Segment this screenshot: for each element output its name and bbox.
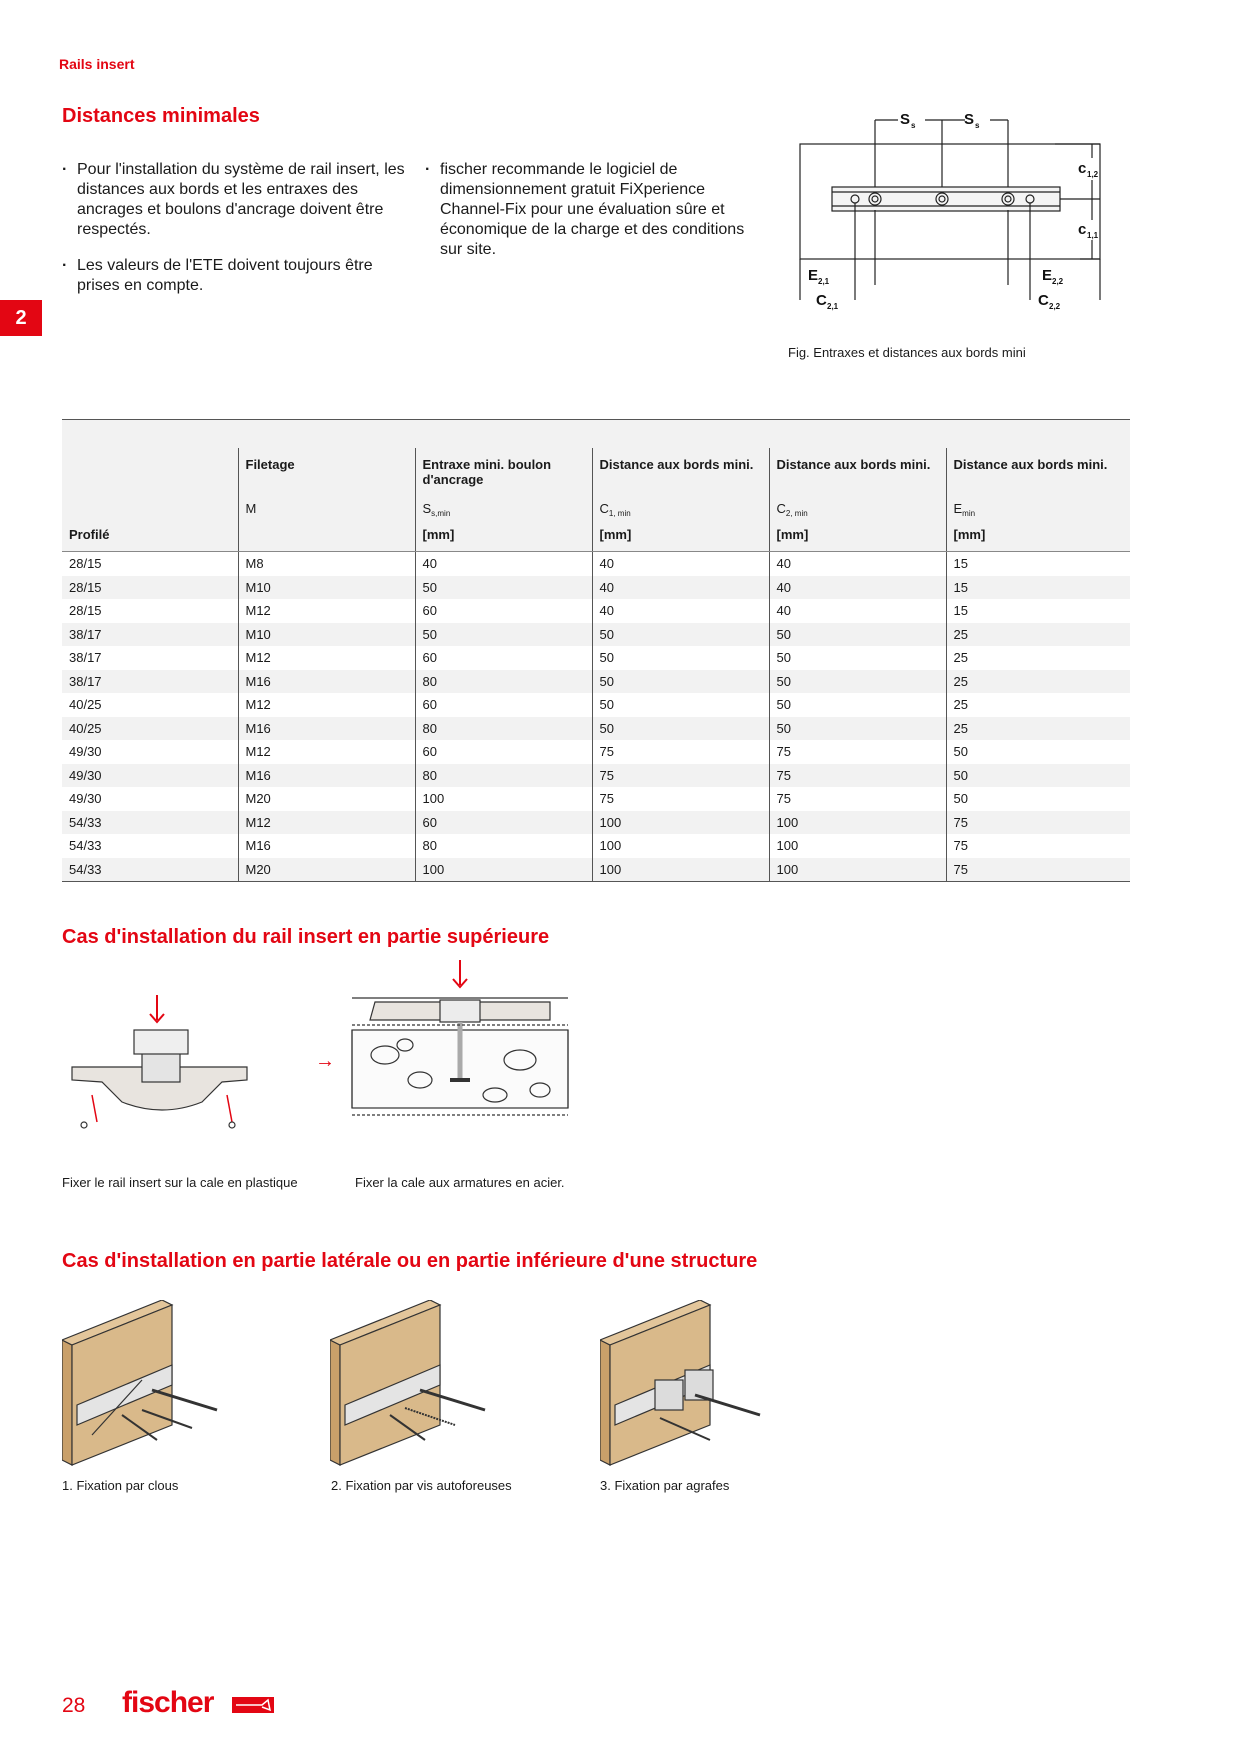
table-cell: 75 <box>769 787 946 811</box>
bullet-list-left <box>62 160 412 312</box>
table-header-row <box>62 499 1130 527</box>
table-cell: 75 <box>946 811 1130 835</box>
table-cell: 75 <box>592 764 769 788</box>
table-cell: 40 <box>592 552 769 576</box>
header-e: Distance aux bords mini. <box>946 448 1130 499</box>
screw-fixing-illustration <box>330 1300 490 1470</box>
table-row <box>62 717 1130 741</box>
table-cell: 40/25 <box>69 697 102 713</box>
table-cell: 50 <box>769 693 946 717</box>
table-cell: 50 <box>769 646 946 670</box>
brand-logo: fischer <box>122 1686 214 1719</box>
table-cell: 50 <box>415 576 592 600</box>
table-cell: 60 <box>415 599 592 623</box>
header-profile: Profilé <box>62 527 238 552</box>
header-unit: [mm] <box>946 527 1130 552</box>
table-cell: 49/30 <box>69 791 102 807</box>
table-row <box>62 740 1130 764</box>
label-ss-1-sub: s <box>911 121 916 130</box>
section-title-side-install: Cas d'installation en partie latérale ou en partie inférieure d'une structure <box>62 1250 758 1272</box>
table-cell: 60 <box>415 740 592 764</box>
header-entraxe: Entraxe mini. boulon d'ancrage <box>415 448 592 499</box>
table-cell: 54/33 <box>62 811 238 835</box>
bullet-list-right <box>425 160 745 276</box>
table-row <box>62 670 1130 694</box>
table-cell: 28/15 <box>69 603 102 619</box>
table-cell: 15 <box>946 552 1130 576</box>
chapter-tab: 2 <box>0 300 42 336</box>
table-cell: 50 <box>769 717 946 741</box>
label-c22-sub: 2,2 <box>1049 302 1061 311</box>
label-e22: E <box>1042 267 1053 284</box>
table-row <box>62 811 1130 835</box>
label-e22-sub: 2,2 <box>1052 277 1064 286</box>
table-cell: M12 <box>238 740 415 764</box>
table-cell: M12 <box>238 693 415 717</box>
table-row <box>62 646 1130 670</box>
table-cell: 100 <box>415 787 592 811</box>
header-cell <box>62 448 238 499</box>
table-cell: 40 <box>769 599 946 623</box>
table-cell: 50 <box>592 623 769 647</box>
caption-step-1: Fixer le rail insert sur la cale en plastique <box>62 1175 298 1190</box>
table-header-row <box>62 448 1130 499</box>
label-e21-sub: 2,1 <box>818 277 830 286</box>
table-cell: 15 <box>946 599 1130 623</box>
table-row <box>62 693 1130 717</box>
table-row <box>62 834 1130 858</box>
header-cell <box>62 499 238 527</box>
label-c11-sub: 1,1 <box>1087 231 1099 240</box>
table-cell: 50 <box>769 670 946 694</box>
table-cell: 50 <box>592 670 769 694</box>
table-cell: 80 <box>415 764 592 788</box>
table-cell: 49/30 <box>62 764 238 788</box>
table-cell: 75 <box>769 740 946 764</box>
table-header-row <box>62 527 1130 552</box>
table-cell: 25 <box>946 693 1130 717</box>
table-cell: M16 <box>238 764 415 788</box>
header-m: M <box>238 499 415 527</box>
nail-fixing-illustration <box>62 1300 222 1470</box>
caption-screws: 2. Fixation par vis autoforeuses <box>331 1478 512 1493</box>
label-ss-2-sub: s <box>975 121 980 130</box>
table-cell: 60 <box>415 693 592 717</box>
table-cell: 38/17 <box>62 623 238 647</box>
table-cell: 100 <box>592 811 769 835</box>
table-cell: 40 <box>769 552 946 576</box>
table-cell: M20 <box>238 787 415 811</box>
figure-caption: Fig. Entraxes et distances aux bords mini <box>788 345 1026 360</box>
table-cell: 50 <box>769 623 946 647</box>
staple-fixing-illustration <box>600 1300 770 1470</box>
table-cell: 100 <box>769 834 946 858</box>
table-cell: M16 <box>238 670 415 694</box>
table-cell: M8 <box>238 552 415 576</box>
arrow-right-icon: → <box>315 1050 335 1072</box>
table-cell: M12 <box>238 811 415 835</box>
page-number: 28 <box>62 1694 86 1717</box>
table-cell: M10 <box>238 576 415 600</box>
table-cell: 25 <box>946 717 1130 741</box>
header-c1-symbol: $C_{1, min}$ <box>592 499 769 527</box>
header-c1: Distance aux bords mini. <box>592 448 769 499</box>
table-cell: M12 <box>238 599 415 623</box>
table-cell: 40 <box>415 552 592 576</box>
table-topbar <box>62 419 1130 448</box>
table-cell: 15 <box>946 576 1130 600</box>
table-cell: 50 <box>946 740 1130 764</box>
table-cell: 60 <box>415 646 592 670</box>
table-cell: 50 <box>592 717 769 741</box>
table-cell: 49/30 <box>69 744 102 760</box>
table-cell: 75 <box>592 740 769 764</box>
table-row <box>62 552 1130 576</box>
table-cell: 25 <box>946 623 1130 647</box>
spacing-diagram <box>780 100 1120 330</box>
table-cell: 38/17 <box>69 650 102 666</box>
label-ss-2: S <box>964 111 975 128</box>
table-cell: 100 <box>592 834 769 858</box>
header-unit: [mm] <box>592 527 769 552</box>
table-row <box>62 623 1130 647</box>
brand-logo-icon <box>232 1697 274 1713</box>
table-cell: M16 <box>238 717 415 741</box>
table-cell: 60 <box>415 811 592 835</box>
table-row <box>62 576 1130 600</box>
header-c2-symbol: $C_{2, min}$ <box>769 499 946 527</box>
table-cell: 38/17 <box>62 670 238 694</box>
caption-nails: 1. Fixation par clous <box>62 1478 179 1493</box>
label-c11: c <box>1078 221 1087 238</box>
header-s-symbol: $S_{s,min}$ <box>415 499 592 527</box>
table-cell: 40 <box>592 576 769 600</box>
label-e21: E <box>808 267 819 284</box>
header-c2: Distance aux bords mini. <box>769 448 946 499</box>
table-cell: M20 <box>238 858 415 882</box>
table-row <box>62 787 1130 811</box>
table-cell: 28/15 <box>69 556 102 572</box>
header-unit: [mm] <box>415 527 592 552</box>
rail-profile <box>142 1052 180 1082</box>
table-cell: 100 <box>769 811 946 835</box>
table-cell: 75 <box>946 834 1130 858</box>
caption-step-2: Fixer la cale aux armatures en acier. <box>355 1175 565 1190</box>
label-c21: C <box>816 292 827 309</box>
table-cell: 40/25 <box>62 717 238 741</box>
label-c12: c <box>1078 160 1087 177</box>
table-cell: 54/33 <box>62 858 238 882</box>
table-cell: 28/15 <box>62 576 238 600</box>
table-row <box>62 858 1130 882</box>
bullet-item: · fischer recommande le logiciel de dimensionnement gratuit FiXperience Channel-Fix pour une évaluation sûre et économique de la charge et des conditions sur site. <box>425 160 745 260</box>
table-cell: 40 <box>769 576 946 600</box>
table-cell: 75 <box>946 858 1130 882</box>
header-cell <box>238 527 415 552</box>
table-row <box>62 599 1130 623</box>
distances-table <box>62 419 1130 882</box>
table-cell: 25 <box>946 646 1130 670</box>
table-cell: 80 <box>415 834 592 858</box>
spacer-rebar-illustration <box>350 960 570 1160</box>
label-ss-1: S <box>900 111 911 128</box>
table-cell: 80 <box>415 717 592 741</box>
bullet-item: · Les valeurs de l'ETE doivent toujours être prises en compte. <box>62 256 412 296</box>
section-label: Rails insert <box>59 56 135 72</box>
label-c21-sub: 2,1 <box>827 302 839 311</box>
table-cell: 80 <box>415 670 592 694</box>
table-cell: 50 <box>946 787 1130 811</box>
label-c12-sub: 1,2 <box>1087 170 1099 179</box>
table-cell: 25 <box>946 670 1130 694</box>
header-unit: [mm] <box>769 527 946 552</box>
header-filetage: Filetage <box>238 448 415 499</box>
caption-staples: 3. Fixation par agrafes <box>600 1478 730 1493</box>
rail-on-spacer-illustration <box>62 990 262 1140</box>
table-cell: 100 <box>415 858 592 882</box>
label-c22: C <box>1038 292 1049 309</box>
table-cell: 75 <box>592 787 769 811</box>
table-cell: M10 <box>238 623 415 647</box>
table-cell: 40 <box>592 599 769 623</box>
header-e-symbol: $E_{min}$ <box>946 499 1130 527</box>
table-cell: 50 <box>415 623 592 647</box>
table-cell: 50 <box>592 693 769 717</box>
section-title-distances: Distances minimales <box>62 105 260 127</box>
table-cell: 50 <box>592 646 769 670</box>
table-cell: M16 <box>238 834 415 858</box>
table-cell: 100 <box>769 858 946 882</box>
table-cell: 54/33 <box>69 838 102 854</box>
table-cell: 75 <box>769 764 946 788</box>
table-cell: M12 <box>238 646 415 670</box>
table-cell: 100 <box>592 858 769 882</box>
section-title-top-install: Cas d'installation du rail insert en partie supérieure <box>62 926 550 948</box>
bullet-item: · Pour l'installation du système de rail insert, les distances aux bords et les entraxes des ancrages et boulons d'ancrage doivent être respectés. <box>62 160 412 240</box>
table-row <box>62 764 1130 788</box>
table-cell: 50 <box>946 764 1130 788</box>
